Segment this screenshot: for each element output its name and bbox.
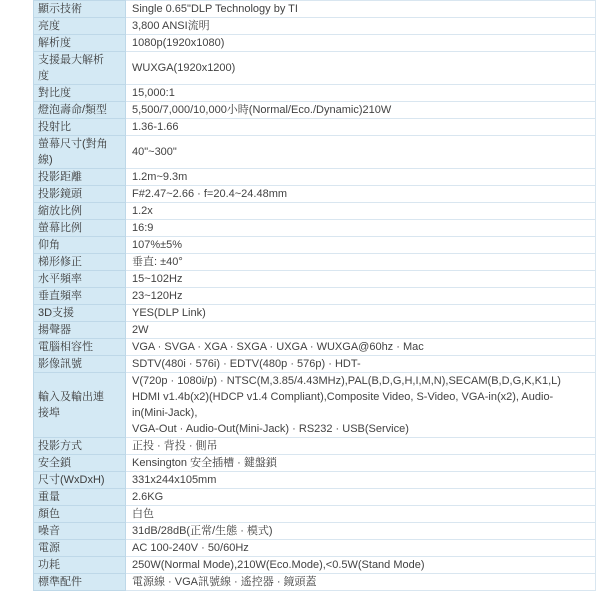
spec-value-line: VGA · SVGA · XGA · SXGA · UXGA · WUXGA@60hz · Mac xyxy=(132,341,424,353)
spec-label-cell xyxy=(34,339,126,356)
spec-row xyxy=(34,356,596,373)
spec-label-cell xyxy=(34,557,126,574)
spec-label-cell xyxy=(34,305,126,322)
spec-row xyxy=(34,472,596,489)
spec-label-cell xyxy=(34,119,126,136)
spec-row xyxy=(34,523,596,540)
spec-value-cell xyxy=(126,136,596,169)
spec-value-cell xyxy=(126,540,596,557)
spec-row xyxy=(34,119,596,136)
spec-label-line: 3D支援 xyxy=(38,307,75,319)
spec-label-cell xyxy=(34,169,126,186)
spec-label-line: 安全鎖 xyxy=(38,457,71,469)
spec-value-cell xyxy=(126,203,596,220)
spec-value-line: 23~120Hz xyxy=(132,290,183,302)
spec-label-cell xyxy=(34,472,126,489)
spec-value-line: 16:9 xyxy=(132,222,154,234)
spec-value-line: 1.2m~9.3m xyxy=(132,171,188,183)
spec-label-cell xyxy=(34,322,126,339)
spec-value-line: 電源線 · VGA訊號線 · 遙控器 · 鏡頭蓋 xyxy=(132,576,317,588)
spec-value-line: WUXGA(1920x1200) xyxy=(132,62,236,74)
spec-row xyxy=(34,18,596,35)
spec-value-line: 2W xyxy=(132,324,149,336)
spec-label-cell xyxy=(34,186,126,203)
spec-value-cell xyxy=(126,271,596,288)
spec-label-cell xyxy=(34,455,126,472)
spec-label-line: 亮度 xyxy=(38,20,60,32)
spec-label-line: 線) xyxy=(38,154,53,166)
spec-label-line: 支援最大解析 xyxy=(38,54,104,66)
spec-label-line: 投射比 xyxy=(38,121,71,133)
spec-value-cell xyxy=(126,254,596,271)
spec-label-line: 度 xyxy=(38,70,49,82)
spec-value-cell xyxy=(126,489,596,506)
spec-label-line: 縮放比例 xyxy=(38,205,82,217)
spec-value-cell xyxy=(126,557,596,574)
spec-label-cell xyxy=(34,220,126,237)
spec-row xyxy=(34,271,596,288)
spec-value-line: YES(DLP Link) xyxy=(132,307,206,319)
spec-value-cell xyxy=(126,35,596,52)
spec-value-cell xyxy=(126,339,596,356)
spec-row xyxy=(34,489,596,506)
spec-value-cell xyxy=(126,18,596,35)
spec-table xyxy=(33,0,596,591)
spec-row xyxy=(34,574,596,591)
spec-label-line: 對比度 xyxy=(38,87,71,99)
spec-row xyxy=(34,540,596,557)
spec-row xyxy=(34,288,596,305)
spec-label-line: 電腦相容性 xyxy=(38,341,93,353)
spec-row xyxy=(34,85,596,102)
spec-value-cell xyxy=(126,523,596,540)
spec-label-line: 燈泡壽命/類型 xyxy=(38,104,108,116)
spec-label-cell xyxy=(34,136,126,169)
spec-label-cell xyxy=(34,523,126,540)
spec-label-line: 螢幕尺寸(對角 xyxy=(38,138,108,150)
spec-row xyxy=(34,237,596,254)
spec-row xyxy=(34,373,596,438)
spec-label-cell xyxy=(34,271,126,288)
spec-label-cell xyxy=(34,254,126,271)
spec-label-cell xyxy=(34,288,126,305)
spec-value-line: 331x244x105mm xyxy=(132,474,217,486)
spec-value-line: 40"~300" xyxy=(132,146,177,158)
spec-label-cell xyxy=(34,574,126,591)
spec-value-line: 白色 xyxy=(132,508,154,520)
spec-label-line: 水平頻率 xyxy=(38,273,82,285)
spec-value-line: 2.6KG xyxy=(132,491,164,503)
spec-value-cell xyxy=(126,102,596,119)
spec-label-line: 仰角 xyxy=(38,239,60,251)
spec-value-line: 3,800 ANSI流明 xyxy=(132,20,210,32)
spec-value-cell xyxy=(126,373,596,438)
spec-label-line: 解析度 xyxy=(38,37,71,49)
spec-label-cell xyxy=(34,1,126,18)
spec-row xyxy=(34,322,596,339)
spec-label-line: 電源 xyxy=(38,542,60,554)
spec-row xyxy=(34,203,596,220)
spec-value-line: 1.2x xyxy=(132,205,153,217)
spec-row xyxy=(34,52,596,85)
spec-value-line: 1080p(1920x1080) xyxy=(132,37,225,49)
spec-label-line: 投影鏡頭 xyxy=(38,188,82,200)
spec-label-line: 投影方式 xyxy=(38,440,82,452)
spec-label-cell xyxy=(34,18,126,35)
spec-value-line: Kensington 安全插槽 · 鍵盤鎖 xyxy=(132,457,277,469)
spec-label-cell xyxy=(34,35,126,52)
spec-value-cell xyxy=(126,305,596,322)
spec-label-line: 噪音 xyxy=(38,525,60,537)
spec-value-line: AC 100-240V · 50/60Hz xyxy=(132,542,249,554)
spec-value-cell xyxy=(126,288,596,305)
spec-value-cell xyxy=(126,52,596,85)
spec-value-line: 31dB/28dB(正常/生態 · 模式) xyxy=(132,525,273,537)
spec-value-line: 250W(Normal Mode),210W(Eco.Mode),<0.5W(Stand Mode) xyxy=(132,559,425,571)
spec-value-line: 垂直: ±40° xyxy=(132,256,183,268)
spec-label-cell xyxy=(34,506,126,523)
spec-value-cell xyxy=(126,220,596,237)
spec-row xyxy=(34,339,596,356)
spec-row xyxy=(34,557,596,574)
spec-row xyxy=(34,220,596,237)
spec-label-line: 揚聲器 xyxy=(38,324,71,336)
spec-value-cell xyxy=(126,438,596,455)
spec-value-line: 107%±5% xyxy=(132,239,183,251)
spec-value-line: F#2.47~2.66 · f=20.4~24.48mm xyxy=(132,188,288,200)
spec-label-line: 輸入及輸出連 xyxy=(38,391,104,403)
spec-value-line: 1.36-1.66 xyxy=(132,121,179,133)
spec-label-line: 功耗 xyxy=(38,559,60,571)
spec-row xyxy=(34,186,596,203)
spec-label-line: 影像訊號 xyxy=(38,358,82,370)
spec-value-line: Single 0.65"DLP Technology by TI xyxy=(132,3,298,15)
spec-label-line: 顏色 xyxy=(38,508,60,520)
spec-row xyxy=(34,136,596,169)
spec-row xyxy=(34,506,596,523)
spec-label-line: 顯示技術 xyxy=(38,3,82,15)
spec-label-line: 垂直頻率 xyxy=(38,290,82,302)
spec-value-line: V(720p · 1080i/p) · NTSC(M,3.85/4.43MHz),PAL(B,D,G,H,I,M,N),SECAM(B,D,G,K,K1,L) xyxy=(132,375,561,387)
spec-label-cell xyxy=(34,489,126,506)
spec-label-line: 投影距離 xyxy=(38,171,82,183)
spec-value-cell xyxy=(126,237,596,254)
spec-row xyxy=(34,305,596,322)
spec-label-line: 螢幕比例 xyxy=(38,222,82,234)
spec-value-line: 15~102Hz xyxy=(132,273,183,285)
spec-table-body xyxy=(34,1,596,591)
spec-label-line: 尺寸(WxDxH) xyxy=(38,474,105,486)
spec-label-cell xyxy=(34,373,126,438)
spec-label-line: 重量 xyxy=(38,491,60,503)
spec-label-cell xyxy=(34,356,126,373)
spec-value-line: 5,500/7,000/10,000小時(Normal/Eco./Dynamic)210W xyxy=(132,104,392,116)
spec-label-cell xyxy=(34,237,126,254)
spec-value-cell xyxy=(126,322,596,339)
spec-value-cell xyxy=(126,472,596,489)
spec-value-line: SDTV(480i · 576i) · EDTV(480p · 576p) · HDT- xyxy=(132,358,361,370)
spec-row xyxy=(34,455,596,472)
spec-label-cell xyxy=(34,85,126,102)
spec-value-cell xyxy=(126,356,596,373)
spec-value-cell xyxy=(126,119,596,136)
spec-label-cell xyxy=(34,102,126,119)
spec-value-cell xyxy=(126,186,596,203)
spec-label-cell xyxy=(34,438,126,455)
spec-label-line: 接埠 xyxy=(38,407,60,419)
spec-value-cell xyxy=(126,574,596,591)
spec-row xyxy=(34,438,596,455)
spec-value-cell xyxy=(126,455,596,472)
spec-label-line: 標準配件 xyxy=(38,576,82,588)
spec-value-line: HDMI v1.4b(x2)(HDCP v1.4 Compliant),Composite Video, S-Video, VGA-in(x2), Audio- xyxy=(132,391,554,403)
spec-value-cell xyxy=(126,85,596,102)
spec-value-cell xyxy=(126,169,596,186)
spec-label-cell xyxy=(34,540,126,557)
spec-value-cell xyxy=(126,506,596,523)
spec-row xyxy=(34,254,596,271)
spec-row xyxy=(34,35,596,52)
spec-label-cell xyxy=(34,52,126,85)
spec-value-line: 15,000:1 xyxy=(132,87,175,99)
spec-row xyxy=(34,102,596,119)
spec-value-line: VGA-Out · Audio-Out(Mini-Jack) · RS232 · USB(Service) xyxy=(132,423,409,435)
spec-row xyxy=(34,1,596,18)
spec-label-line: 梯形修正 xyxy=(38,256,82,268)
spec-label-cell xyxy=(34,203,126,220)
spec-value-line: in(Mini-Jack), xyxy=(132,407,198,419)
spec-value-cell xyxy=(126,1,596,18)
spec-value-line: 正投 · 背投 · 側吊 xyxy=(132,440,218,452)
spec-row xyxy=(34,169,596,186)
